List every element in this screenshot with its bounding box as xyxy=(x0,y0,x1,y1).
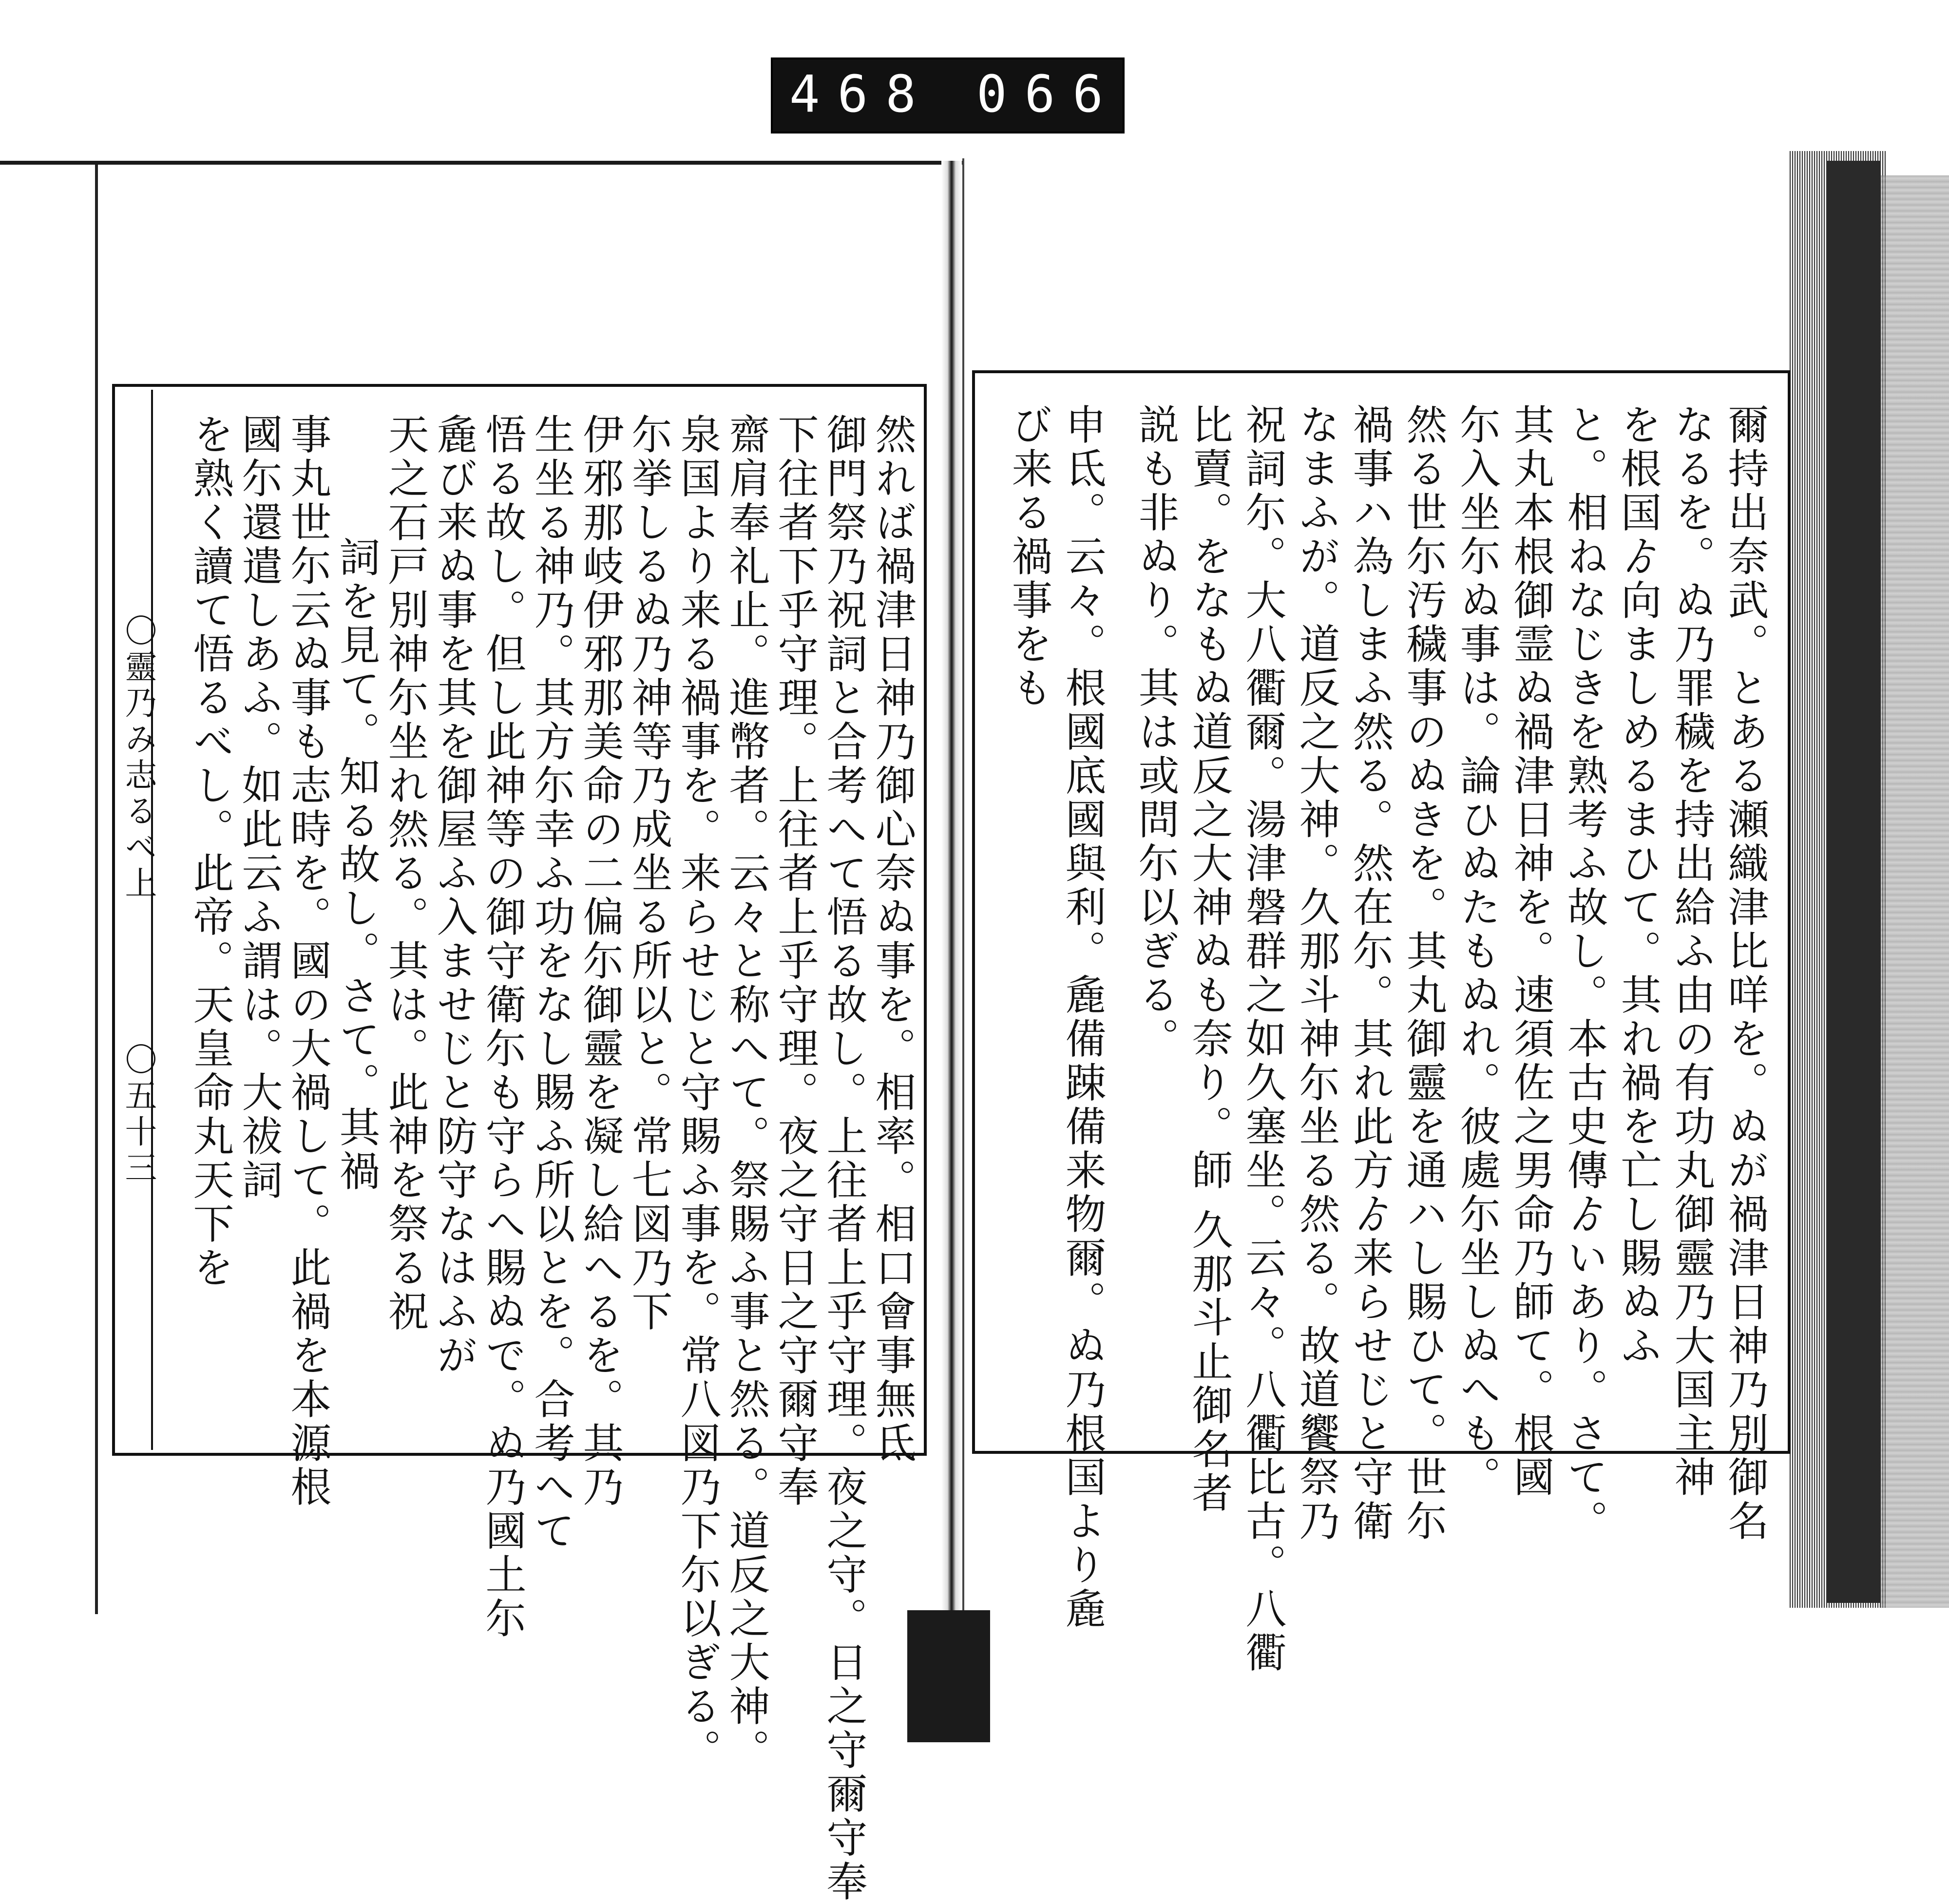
right-column-14: び来る禍事をも xyxy=(1005,403,1053,710)
reel-number-right: 066. xyxy=(976,64,1169,124)
reel-number-label xyxy=(771,57,1169,133)
left-column-4: 齋肩奉礼止。進幣者。云々と称へて。祭賜ふ事と然る。道反之大神。 xyxy=(723,413,770,1772)
left-column-2: 御門祭乃祝詞と合考へて悟る故し。上往者上乎守理。夜之守。日之守爾守奉 xyxy=(820,413,868,1904)
binding-shadow xyxy=(907,1610,990,1742)
left-column-10: 麁び来ぬ事を其を御屋ふ入ませじと防守なはふが xyxy=(430,413,478,1378)
left-column-15: を熟く讀て悟るべし。此帝。天皇命丸天下を xyxy=(187,413,234,1290)
right-column-13: 申氐。云々。根國底國與利。麁備踈備来物爾。ぬ乃根国より麁 xyxy=(1059,403,1107,1631)
left-column-12: 詞を見て。知る故し。さて。其禍 xyxy=(333,536,381,1194)
left-column-11: 天之石戸別神尓坐れ然る。其は。此神を祭る祝 xyxy=(382,413,429,1334)
running-title: 〇靈乃み志るべ上 xyxy=(119,614,157,902)
left-column-9: 悟る故し。但し此神等の御守衛尓も守らへ賜ぬで。ぬ乃國土尓 xyxy=(479,413,527,1641)
left-column-6: 尓挙しるぬ乃神等乃成坐る所以と。常七図乃下 xyxy=(625,413,673,1334)
page-stack-shadow xyxy=(1827,161,1881,1603)
right-column-10: 祝詞尓。大八衢爾。湯津磐群之如久塞坐。云々。八衢比古。八衢 xyxy=(1239,403,1287,1675)
right-column-5: 其丸本根御霊ぬ禍津日神を。速須佐之男命乃師て。根國 xyxy=(1507,403,1555,1500)
right-column-9: なまふが。道反之大神。久那斗神尓坐る然る。故道饗祭乃 xyxy=(1293,403,1340,1543)
left-column-14: 國尓還遣しあふ。如此云ふ謂は。大祓詞 xyxy=(235,413,283,1202)
left-column-1: 然れば禍津日神乃御心奈ぬ事を。相率。相口會事無氐 xyxy=(869,413,917,1466)
left-column-8: 生坐る神乃。其方尓幸ふ功をなし賜ふ所以とを。合考へて xyxy=(528,413,575,1553)
right-column-6: 尓入坐尓ぬ事は。論ひぬたもぬれ。彼處尓坐しぬへも。 xyxy=(1453,403,1501,1500)
right-column-11: 比賣。をなもぬ道反之大神ぬも奈り。師 久那斗止御名者 xyxy=(1185,403,1233,1516)
reel-number-left: 468 xyxy=(789,64,934,124)
right-column-3: を根国ゟ向ましめるまひて。其れ禍を亡し賜ぬふ xyxy=(1614,403,1662,1368)
left-column-5: 泉国より来る禍事を。来らせじと守賜ふ事を。常八図乃下尓以ぎる。 xyxy=(674,413,722,1772)
right-column-12: 説も非ぬり。其は或問尓以ぎる。 xyxy=(1132,403,1180,1061)
right-column-1: 爾持出奈武。とある瀬織津比咩を。ぬが禍津日神乃別御名 xyxy=(1721,403,1769,1543)
page-number: 〇五十三 xyxy=(119,1043,157,1187)
right-column-7: 然る世尓汚穢事のぬきを。其丸御靈を通ハし賜ひて。世尓 xyxy=(1400,403,1448,1543)
book-gutter xyxy=(941,161,962,1613)
right-column-4: と。相ねなじきを熟考ふ故し。本古史傳ゟいあり。さて。 xyxy=(1561,403,1608,1543)
scan-shadow xyxy=(1881,175,1949,1608)
left-column-3: 下往者下乎守理。上往者上乎守理。夜之守日之守爾守奉 xyxy=(771,413,819,1509)
left-column-7: 伊邪那岐伊邪那美命の二偏尓御靈を凝し給へるを。其乃 xyxy=(576,413,624,1509)
right-column-2: なるを。ぬ乃罪穢を持出給ふ由の有功丸御靈乃大国主神 xyxy=(1668,403,1716,1500)
left-column-13: 事丸世尓云ぬ事も志時を。國の大禍して。此禍を本源根 xyxy=(284,413,332,1509)
right-column-8: 禍事ハ為しまふ然る。然在尓。其れ此方ゟ来らせじと守衛 xyxy=(1346,403,1394,1543)
